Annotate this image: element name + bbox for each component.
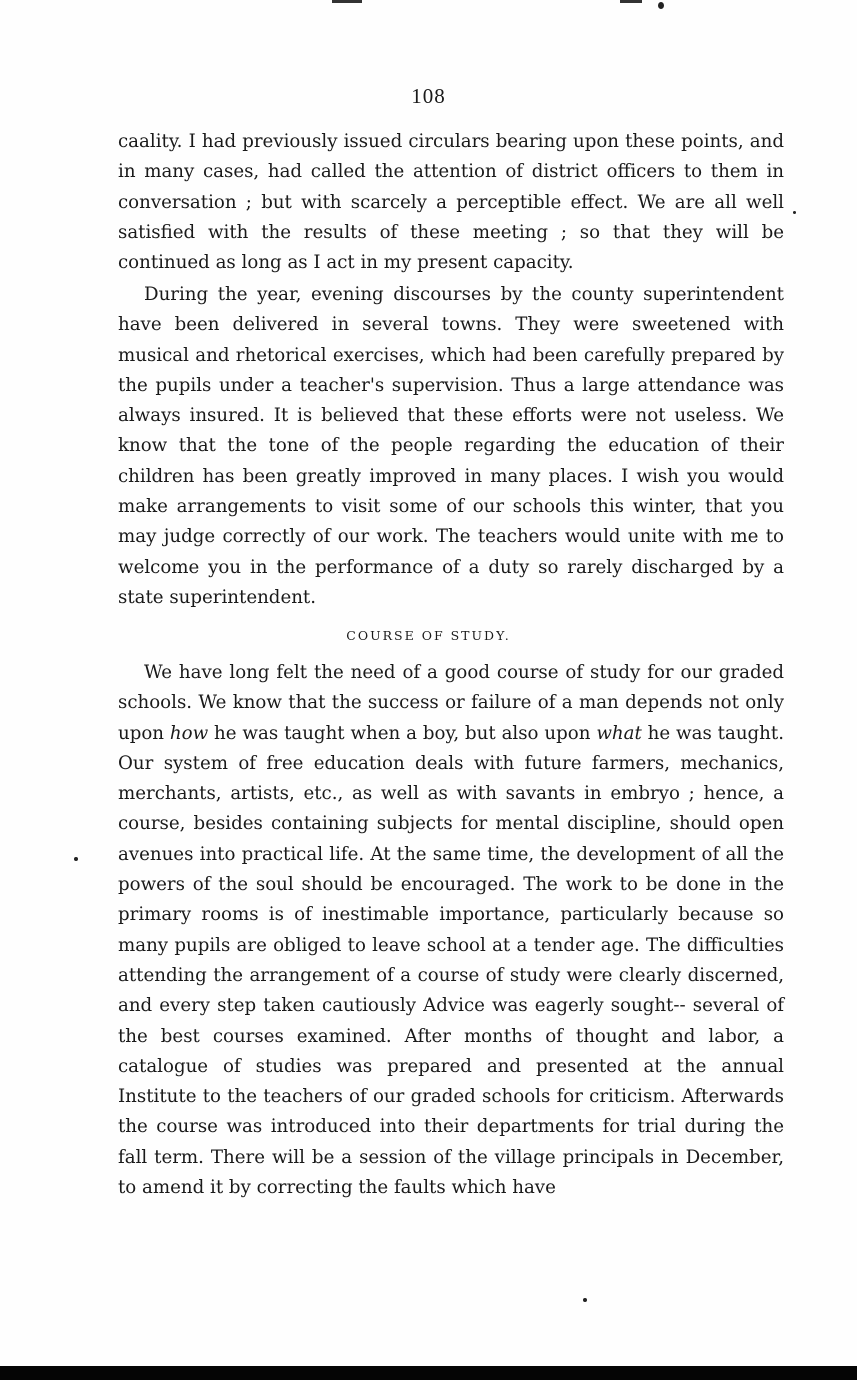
scan-speck [793, 211, 796, 214]
paragraph-continued [118, 127, 784, 278]
paragraph-text-segment: We have long felt the need of a good course of study for our graded schools. We know that the success or failure of a man depends not only upon [118, 662, 784, 744]
emphasis-what: what [596, 722, 642, 744]
scan-mark-top-right [620, 0, 642, 3]
paragraph-course-of-study [118, 658, 784, 1203]
scan-speck [658, 2, 664, 9]
scan-speck [74, 857, 78, 861]
page-number: 108 [411, 84, 446, 108]
emphasis-how: how [169, 722, 209, 744]
section-heading: COURSE OF STUDY. [346, 628, 511, 643]
paragraph-text: During the year, evening discourses by the county superintendent have been delivered in several towns. They were sweetened with musical and rhetorical exercises, which had been carefully prepared by the pupils under a teacher's supervision. Thus a large attendance was always insured. It is believed that these efforts were not useless. We know that the tone of the people regarding the education of their children has been greatly improved in many places. I wish you would make arrangements to visit some of our schools this winter, that you may judge correctly of our work. The teachers would unite with me to welcome you in the performance of a duty so rarely discharged by a state superintendent. [118, 284, 784, 608]
scan-speck [583, 1298, 587, 1302]
paragraph-text: caality. I had previously issued circulars bearing upon these points, and in many cases, had called the attention of district officers to them in conversation ; but with scarcely a perceptible effect. We are all well satisfied with the results of these meeting ; so that they will be continued as long as I act in my present capacity. [118, 131, 784, 274]
scan-border-bottom [0, 1366, 857, 1380]
scan-mark-top-left [332, 0, 362, 3]
paragraph-text-segment: he was taught when a boy, but also upon [208, 722, 597, 744]
paragraph-text [118, 658, 784, 1203]
paragraph-evening-discourses [118, 280, 784, 613]
paragraph-text-segment: he was taught. Our system of free education deals with future farmers, mechanics, merchants, artists, etc., as well as with savants in embryo ; hence, a course, besides containing subjects for mental discipline, should open avenues into practical life. At the same time, the development of all the powers of the soul should be encouraged. The work to be done in the primary rooms is of inestimable importance, particularly because so many pupils are obliged to leave school at a tender age. The difficulties attending the arrangement of a course of study were clearly discerned, and every step taken cautiously Advice was eagerly sought-- several of the best courses examined. After months of thought and labor, a catalogue of studies was prepared and presented at the annual Institute to the teachers of our graded schools for criticism. Afterwards the course was introduced into their departments for trial during the fall term. There will be a session of the village principals in December, to amend it by correcting the faults which have [118, 722, 784, 1199]
